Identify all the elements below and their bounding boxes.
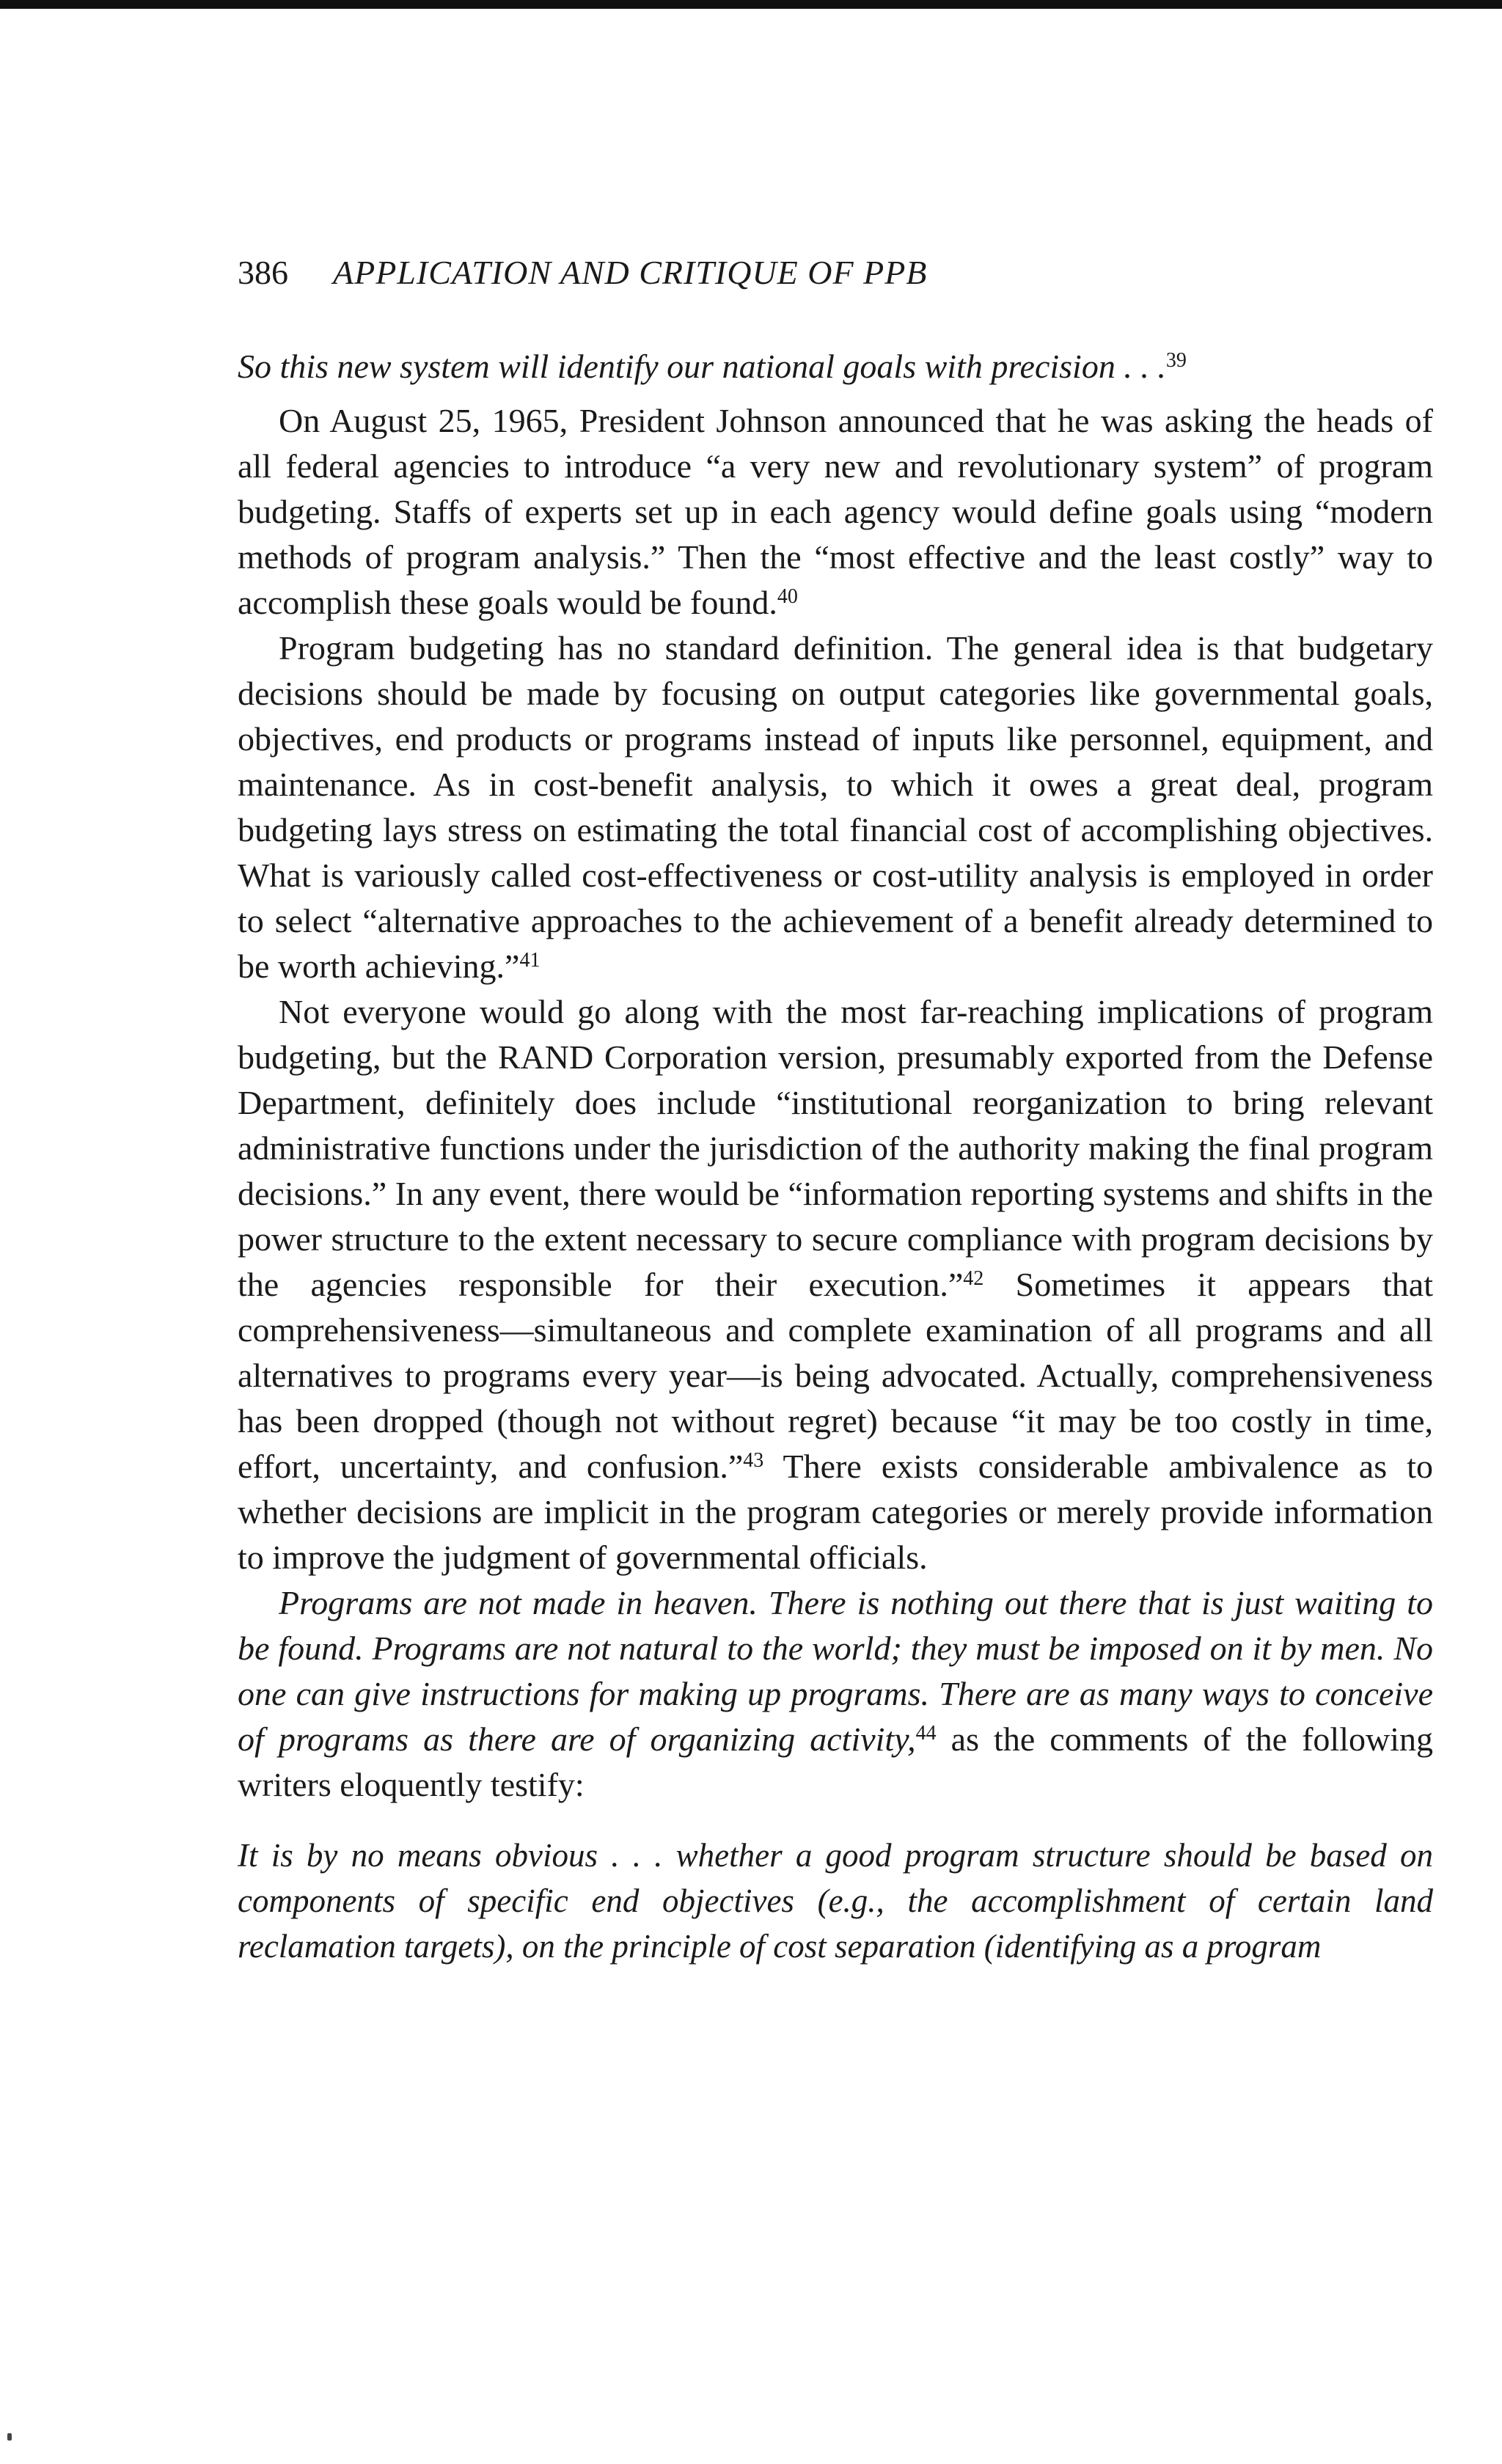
paragraph-text: Program budgeting has no standard definition. The general idea is that budgetary decisions should be made by focusing on output categories like governmental goals, objectives, end products or programs instead of inputs like personnel, equipment, and maintenance. As in cost-benefit analysis, to which it owes a great deal, program budgeting lays stress on estimating the total financial cost of accomplishing objectives. What is variously called cost-effectiveness or cost-utility analysis is employed in order to select “alternative approaches to the achievement of a benefit already determined to be worth achieving.”: [238, 629, 1433, 985]
quoted-line: [238, 344, 1433, 389]
paragraph-text: On August 25, 1965, President Johnson announced that he was asking the heads of all federal agencies to introduce “a very new and revolutionary system” of program budgeting. Staffs of experts set up in each agency would define goals using “modern methods of program analysis.” Then the “most effective and the least costly” way to accomplish these goals would be found.: [238, 402, 1433, 621]
footnote-ref: 40: [777, 585, 798, 608]
paragraph-definition: [238, 626, 1433, 989]
paragraph-text: Sometimes it appears that comprehensiveness—simultaneous and complete examination of all programs and all alternatives to programs every year—is being advocated. Actually, comprehensiveness has been dropped (though not without regret) because “it may be too costly in time, effort, uncertainty, and confusion.”: [238, 1266, 1433, 1485]
paragraph-text: as the comments of the following writers eloquently testify:: [238, 1720, 1433, 1803]
block-quote-text: It is by no means obvious . . . whether a good program structure should be based on components of specific end objectives (e.g., the accomplishment of certain land reclamation targets), on the principle of cost separation (identifying as a program: [238, 1837, 1433, 1965]
book-page: [238, 253, 1433, 1969]
block-quote: [238, 1833, 1433, 1969]
paragraph-johnson: [238, 398, 1433, 626]
page-number: 386: [238, 254, 288, 291]
paragraph-text: Not everyone would go along with the most far-reaching implications of program budgeting, but the RAND Corporation version, presumably exported from the Defense Department, definitely does include “institutional reorganization to bring relevant administrative functions under the jurisdiction of the authority making the final program decisions.” In any event, there would be “information reporting systems and shifts in the power structure to the extent necessary to secure compliance with program decisions by the agencies responsible for their execution.”: [238, 993, 1433, 1303]
footnote-ref: 44: [915, 1722, 937, 1745]
page-body: [238, 344, 1433, 1969]
paragraph-italic-text: Programs are not made in heaven. There is nothing out there that is just waiting to be found. Programs are not natural to the world; they must be imposed on it by men. No one can give instructions for making up programs. There are as many ways to conceive of programs as there are of organizing activity,: [238, 1584, 1433, 1758]
paragraph-programs: [238, 1580, 1433, 1808]
footnote-ref: 39: [1165, 349, 1187, 372]
footnote-ref: 43: [743, 1449, 764, 1472]
footnote-ref: 42: [963, 1267, 984, 1290]
quoted-line-text: So this new system will identify our national goals with precision . . .: [238, 348, 1166, 385]
scan-mark: [7, 2433, 12, 2441]
running-header: [238, 253, 1433, 312]
running-title: APPLICATION AND CRITIQUE OF PPB: [333, 254, 928, 291]
footnote-ref: 41: [519, 949, 541, 972]
top-edge-rule: [0, 0, 1502, 9]
paragraph-text: There exists considerable ambivalence as to whether decisions are implicit in the program categories or merely provide information to improve the judgment of governmental officials.: [238, 1448, 1433, 1576]
paragraph-rand: [238, 989, 1433, 1580]
